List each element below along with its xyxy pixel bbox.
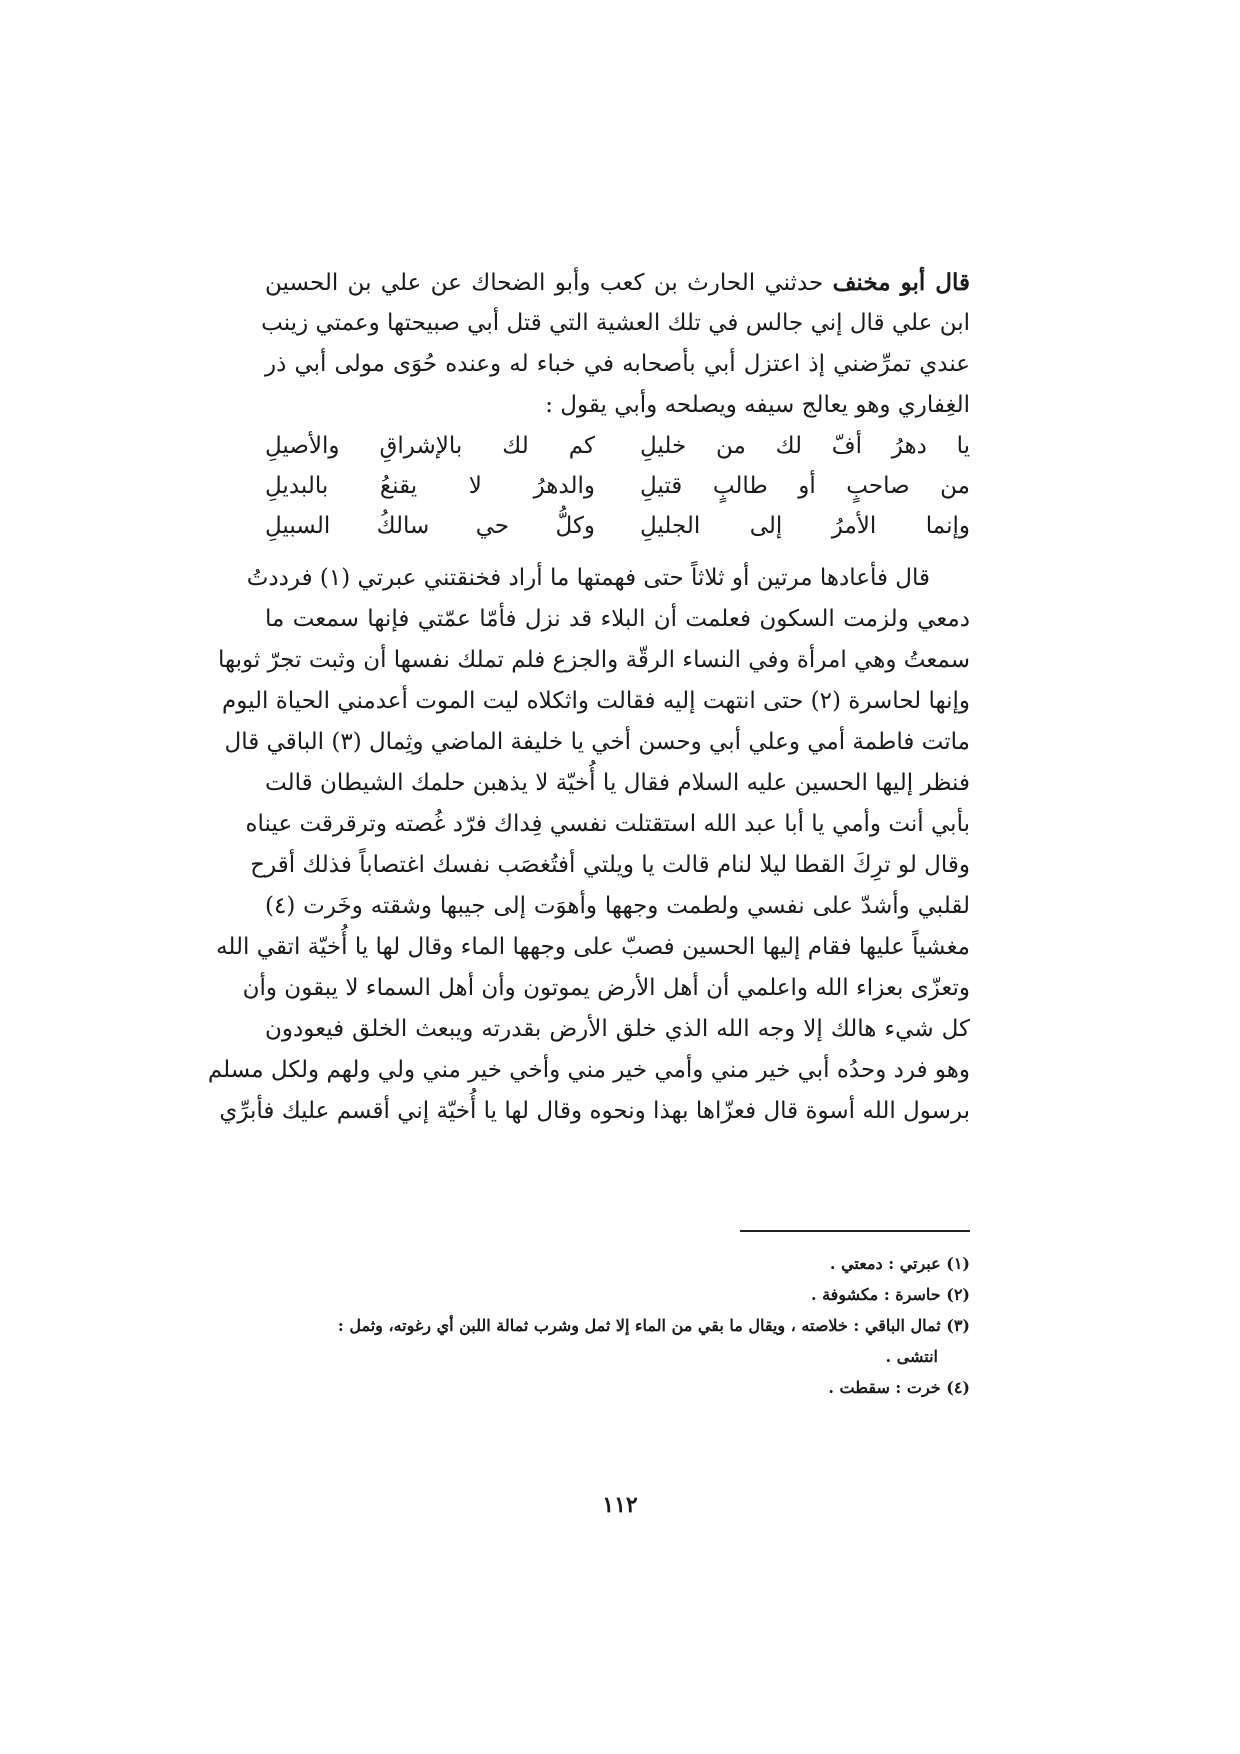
footnote: (١) عبرتي : دمعتي . [829,1254,970,1273]
poem-hemistich-first: وإنما الأمرُ إلى الجليلِ [640,513,970,539]
body-paragraph [207,558,970,1132]
footnote-divider [740,1230,970,1232]
poem-hemistich-second: والدهرُ لا يقنعُ بالبديلِ [265,473,595,499]
poem-hemistich-second: كم لك بالإشراقِ والأصيلِ [265,433,595,459]
poem-verse [265,506,970,546]
body-line: ماتت فاطمة أمي وعلي أبي وحسن أخي يا خليفة الماضي وثِمال (٣) الباقي قال [224,729,970,755]
main-text [207,262,970,1132]
intro-line: الغِفاري وهو يعالج سيفه ويصلحه وأبي يقول : [545,392,970,418]
footnote: (٣) ثمال الباقي : خلاصته ، ويقال ما بقي من الماء إلا ثمل وشرب ثمالة اللبن أي رغوته، وثمل : [337,1316,970,1335]
poem-hemistich-first: من صاحبٍ أو طالبٍ قتيلِ [640,473,970,499]
body-line: كل شيء هالك إلا وجه الله الذي خلق الأرض بقدرته ويبعث الخلق فيعودون [265,1016,970,1042]
intro-line: عندي تمرِّضني إذ اعتزل أبي بأصحابه في خباء له وعنده حُوَى مولى أبي ذر [265,351,970,377]
poem-hemistich-second: وكلُّ حي سالكُ السبيلِ [265,513,595,539]
body-line: مغشياً عليها فقام إليها الحسين فصبّ على وجهها الماء وقال لها يا أُخيّة اتقي الله [216,934,970,960]
body-line: بأبي أنت وأمي يا أبا عبد الله استقتلت نفسي فِداك فرّد غُصته وترقرقت عيناه [245,811,970,837]
body-line: لقلبي وأشدّ على نفسي ولطمت وجهها وأهوَت إلى جيبها وشقته وخَرت (٤) [265,893,970,919]
body-line: وإنها لحاسرة (٢) حتى انتهت إليه فقالت واثكلاه ليت الموت أعدمني الحياة اليوم [221,688,970,714]
poem-hemistich-first: يا دهرُ أفّ لك من خليلِ [640,433,970,459]
body-line: وتعزّى بعزاء الله واعلمي أن أهل الأرض يموتون وأن أهل السماء لا يبقون وأن [242,975,970,1001]
poem [265,426,970,546]
footnote-continuation: انتشى . [885,1347,938,1366]
body-line: وقال لو ترِكَ القطا ليلا لنام قالت يا ويلتي أفتُغصَب نفسك اغتصاباً فذلك أقرح [250,852,970,878]
body-line: سمعتُ وهي امرأة وفي النساء الرقّة والجزع فلم تملك نفسها أن وثبت تجرّ ثوبها [218,647,970,673]
footnote: (٤) خرت : سقطت . [828,1378,970,1397]
poem-verse [265,426,970,466]
body-line: برسول الله أسوة قال فعزّاها بهذا ونحوه وقال لها يا أُخيّة إني أقسم عليك فأبرِّي [219,1098,970,1124]
footnote: (٢) حاسرة : مكشوفة . [810,1285,970,1304]
intro-line-text: حدثني الحارث بن كعب وأبو الضحاك عن علي بن الحسين [265,270,833,296]
body-line: دمعي ولزمت السكون فعلمت أن البلاء قد نزل فأمّا عمّتي فإنها سمعت ما [265,606,970,632]
body-line: قال فأعادها مرتين أو ثلاثاً حتى فهمتها ما أراد فخنقتني عبرتي (١) فرددتُ [246,565,930,591]
body-line: فنظر إليها الحسين عليه السلام فقال يا أُخيّة لا يذهبن حلمك الشيطان قالت [265,770,970,796]
intro-line: ابن علي قال إني جالس في تلك العشية التي قتل أبي صبيحتها وعمتي زينب [261,310,970,336]
intro-line [265,262,970,303]
page-number: ١١٢ [602,1492,638,1518]
body-line: وهو فرد وحدُه أبي خير مني وأمي خير مني وأخي خير مني ولي ولهم ولكل مسلم [207,1057,970,1083]
narrator-name: قال أبو مخنف [832,269,970,296]
poem-verse [265,466,970,506]
footnotes [265,1248,970,1403]
